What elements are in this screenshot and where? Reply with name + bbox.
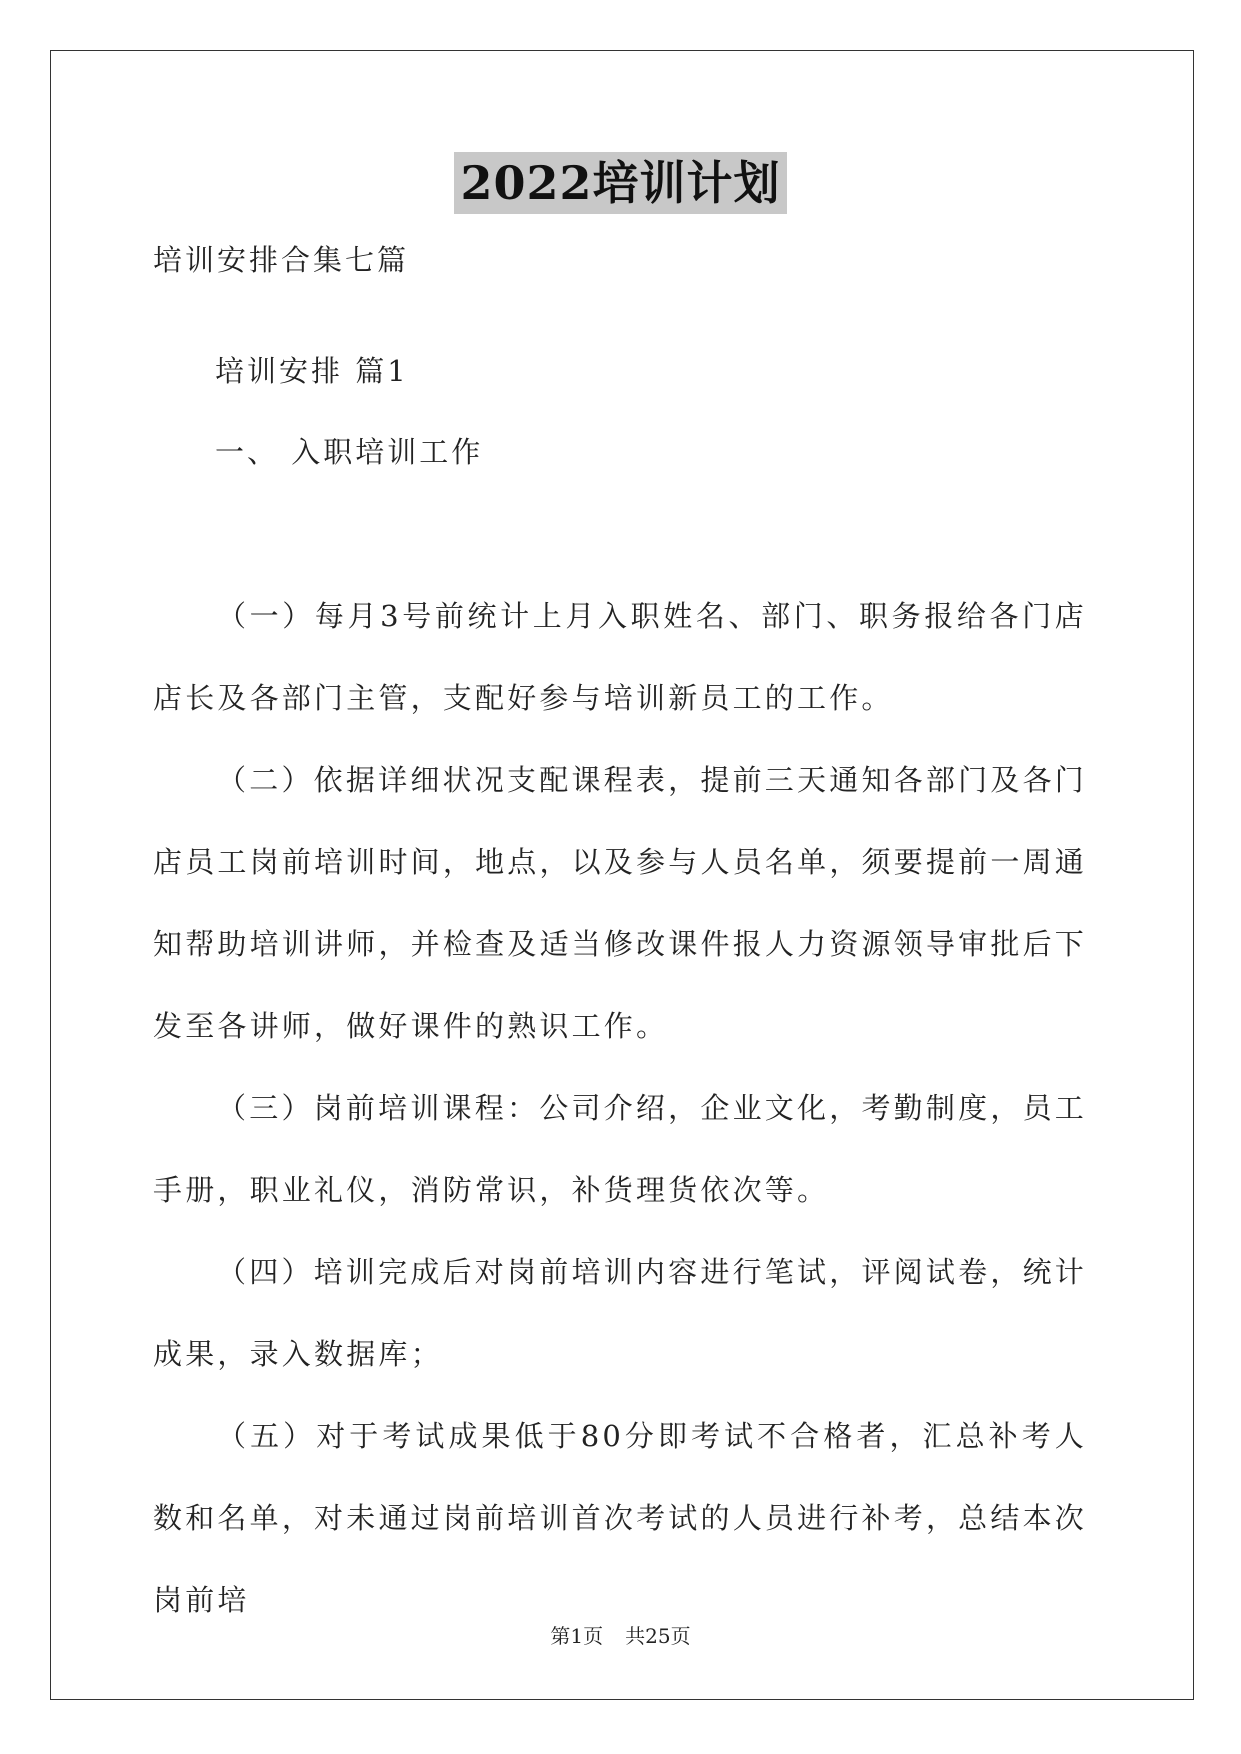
page-total: 共25页 (625, 1624, 691, 1648)
document-subtitle: 培训安排合集七篇 (153, 243, 410, 277)
page-number: 第1页 (550, 1624, 604, 1648)
paragraph-3: （三）岗前培训课程：公司介绍，企业文化，考勤制度，员工手册，职业礼仪，消防常识，补货理货依次等。 (153, 1091, 1087, 1207)
paragraph-2: （二）依据详细状况支配课程表，提前三天通知各部门及各门店员工岗前培训时间，地点，以及参与人员名单，须要提前一周通知帮助培训讲师，并检查及适当修改课件报人力资源领导审批后下发至各讲师，做好课件的熟识工作。 (153, 763, 1087, 1043)
paragraph-5: （五）对于考试成果低于80分即考试不合格者，汇总补考人数和名单，对未通过岗前培训首次考试的人员进行补考，总结本次岗前培 (153, 1419, 1087, 1617)
page-footer (0, 1622, 1241, 1650)
paragraph-1: （一）每月3号前统计上月入职姓名、部门、职务报给各门店店长及各部门主管，支配好参与培训新员工的工作。 (153, 599, 1087, 715)
title-container (0, 152, 1241, 214)
part-heading: 一、 入职培训工作 (215, 435, 484, 469)
paragraph-4: （四）培训完成后对岗前培训内容进行笔试，评阅试卷，统计成果，录入数据库； (153, 1255, 1087, 1371)
section-heading: 培训安排 篇1 (215, 354, 409, 388)
document-title: 2022培训计划 (454, 152, 786, 214)
